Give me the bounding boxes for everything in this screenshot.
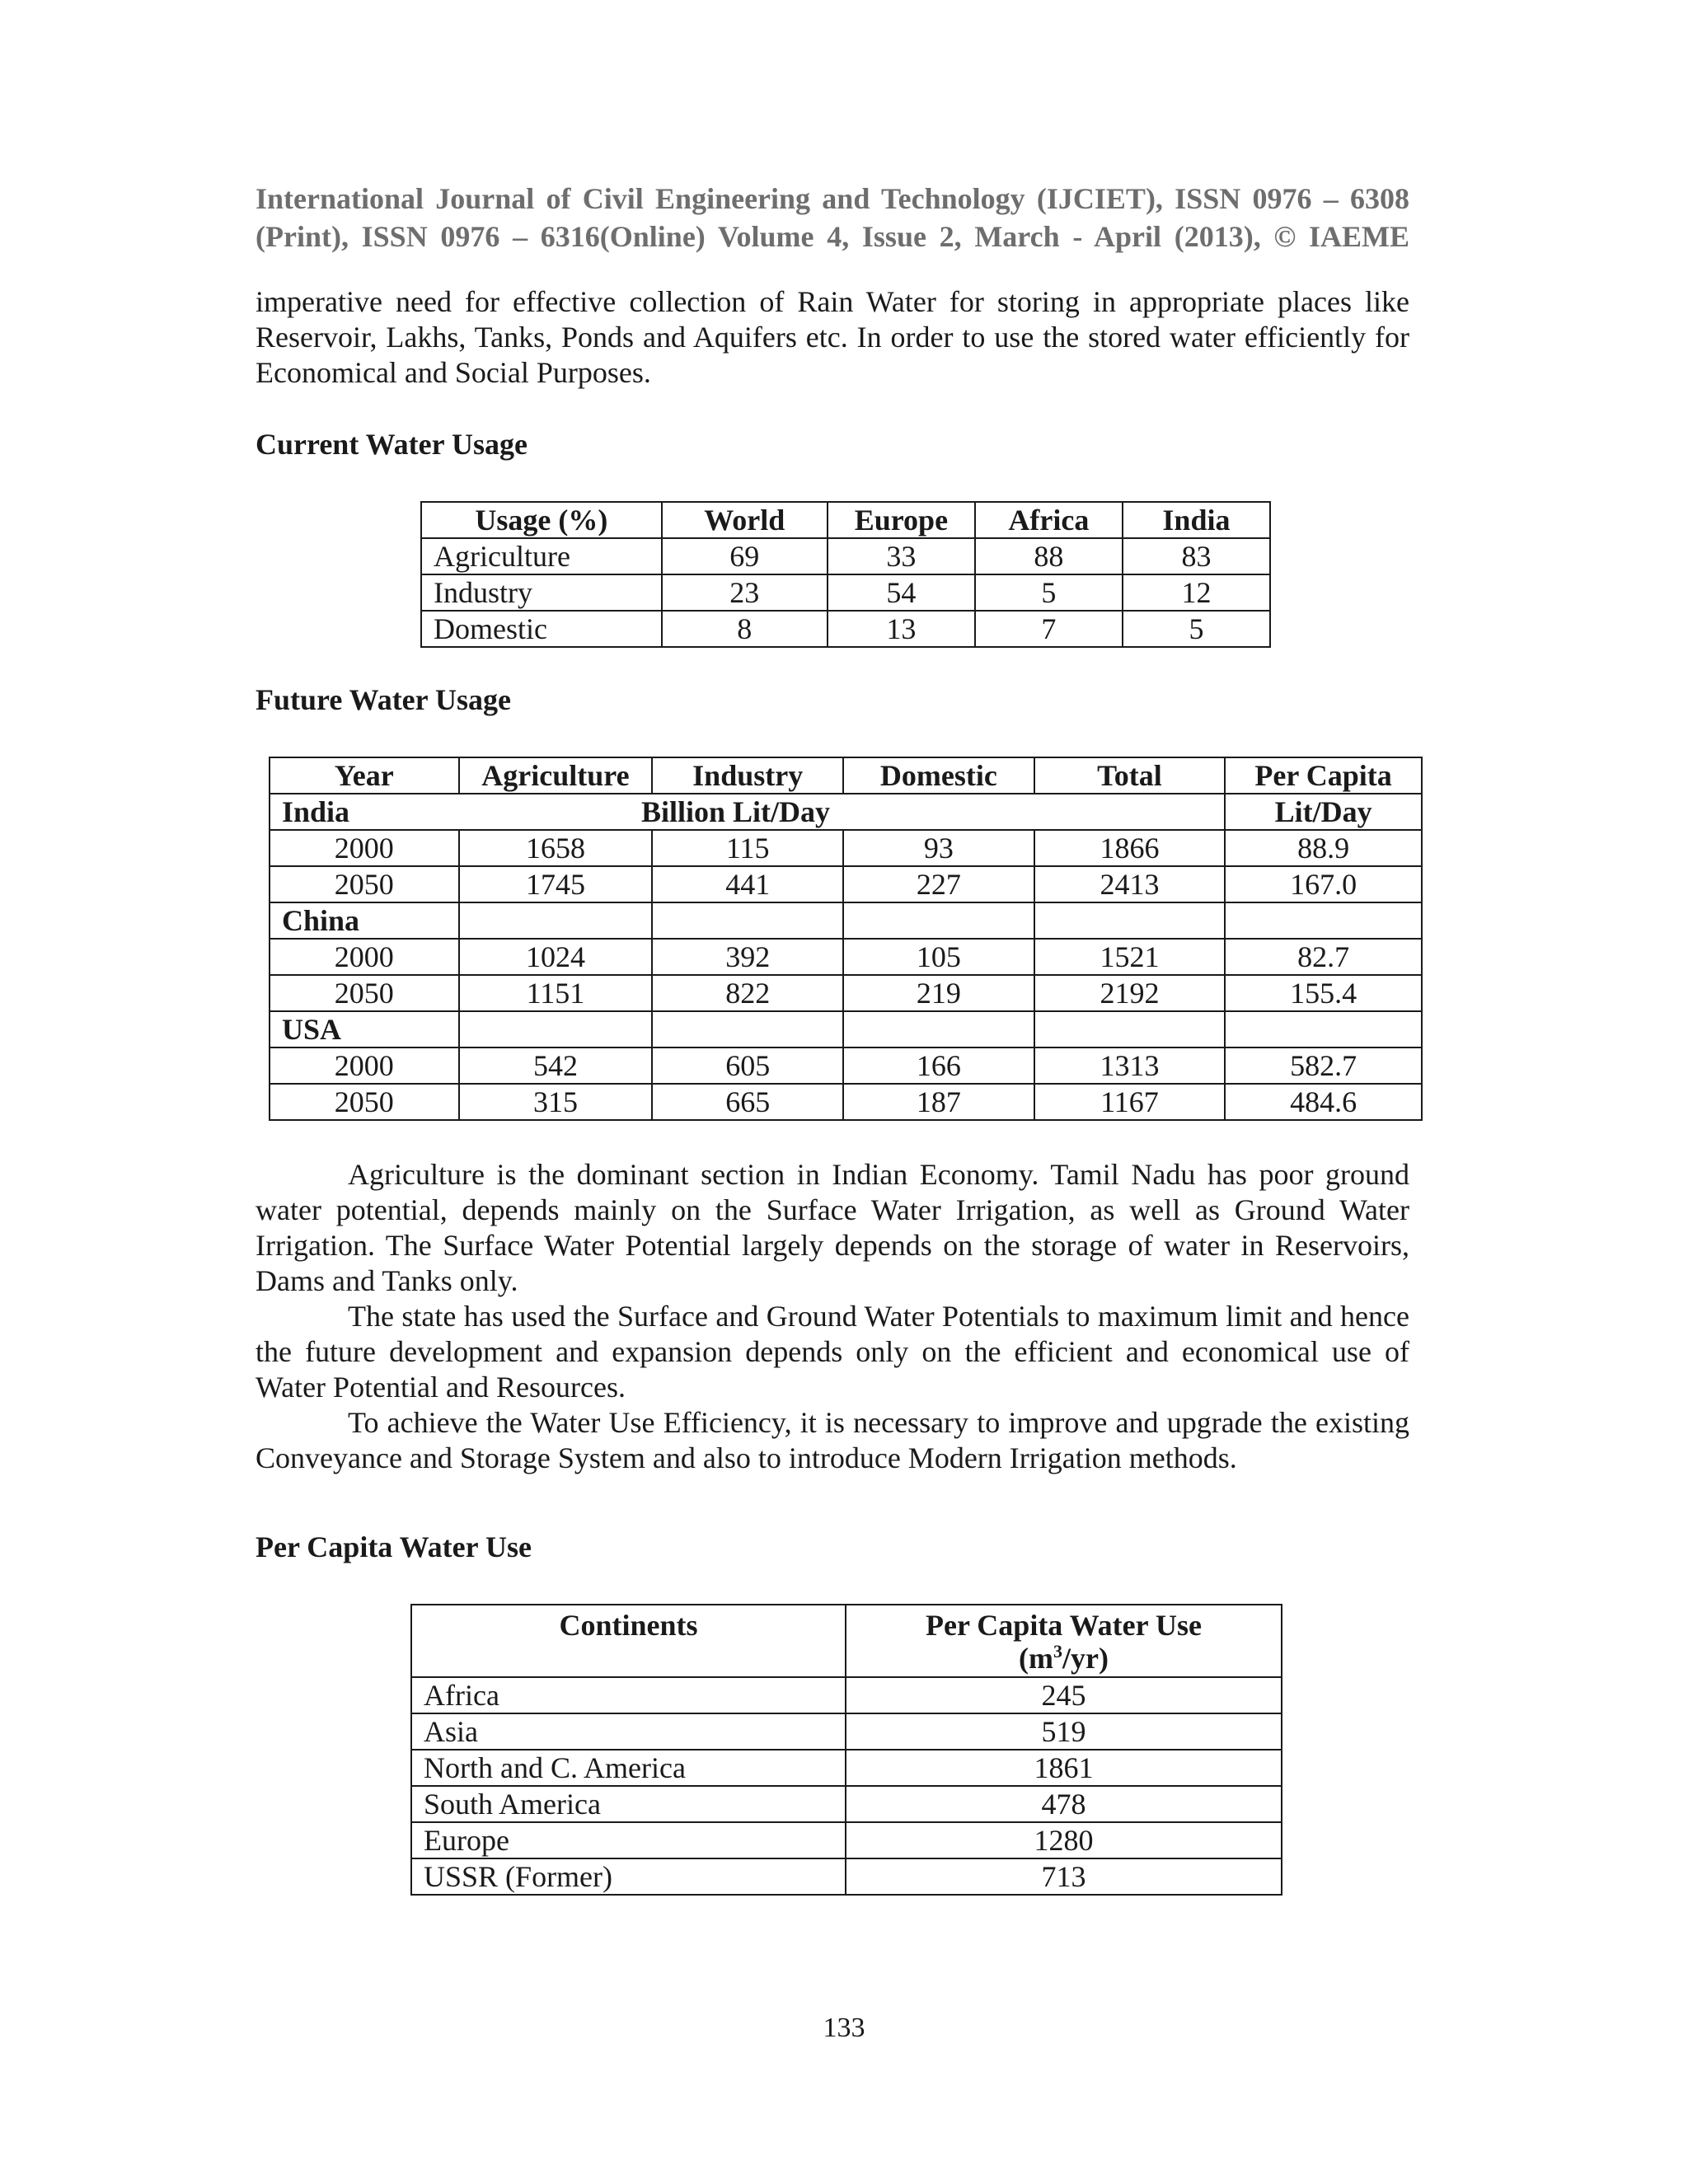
column-header: Continents: [411, 1605, 846, 1677]
table-cell: 33: [828, 538, 975, 574]
table-cell: 1745: [459, 866, 653, 902]
year-cell: 2050: [270, 1084, 459, 1120]
table-cell: 8: [662, 611, 828, 647]
table-cell: 392: [652, 939, 843, 975]
table-cell: 23: [662, 574, 828, 611]
continent-cell: Europe: [411, 1822, 846, 1858]
table-cell: 105: [843, 939, 1034, 975]
table-cell: 1521: [1034, 939, 1225, 975]
continent-cell: Asia: [411, 1713, 846, 1750]
table-cell: 542: [459, 1047, 653, 1084]
table-row: [411, 1677, 1282, 1713]
table-row: [270, 1047, 1422, 1084]
column-header: Industry: [652, 757, 843, 794]
table-cell: 441: [652, 866, 843, 902]
table-cell: 5: [975, 574, 1123, 611]
table-cell: 1313: [1034, 1047, 1225, 1084]
journal-header-line-1: International Journal of Civil Engineering and Technology (IJCIET), ISSN 0976 – 6308: [256, 182, 1409, 215]
table-cell: [843, 902, 1034, 939]
continent-cell: South America: [411, 1786, 846, 1822]
value-cell: 1861: [846, 1750, 1282, 1786]
table-cell: 166: [843, 1047, 1034, 1084]
table-cell: 605: [652, 1047, 843, 1084]
table-cell: [459, 1011, 653, 1047]
table-cell: 7: [975, 611, 1123, 647]
table-row: [411, 1750, 1282, 1786]
table-row: [411, 1822, 1282, 1858]
intro-paragraph: imperative need for effective collection of Rain Water for storing in appropriate places like Reservoir, Lakhs, Tanks, Ponds and Aquifers etc. In order to use the stored water efficiently for Economical and Social Purposes.: [256, 285, 1409, 389]
year-cell: 2000: [270, 1047, 459, 1084]
table-cell: [843, 1011, 1034, 1047]
table-row: [421, 611, 1270, 647]
table-row: [411, 1858, 1282, 1895]
body-text: [256, 1157, 1409, 1476]
column-header: World: [662, 502, 828, 538]
body-paragraph: To achieve the Water Use Efficiency, it is necessary to improve and upgrade the existing Conveyance and Storage System and also to introduce Modern Irrigation methods.: [256, 1406, 1409, 1474]
country-label: China: [270, 902, 459, 939]
country-label: India: [282, 795, 350, 828]
continent-cell: USSR (Former): [411, 1858, 846, 1895]
table-cell: [1225, 902, 1422, 939]
unit-label: Billion Lit/Day: [641, 795, 831, 828]
table-cell: [459, 902, 653, 939]
column-header: [846, 1605, 1282, 1677]
value-cell: 478: [846, 1786, 1282, 1822]
column-header-line: Per Capita Water Use: [926, 1609, 1202, 1642]
table-cell: [1034, 902, 1225, 939]
table-cell: 1151: [459, 975, 653, 1011]
per-capita-table: [410, 1604, 1282, 1896]
future-usage-heading: Future Water Usage: [256, 683, 511, 716]
continent-cell: North and C. America: [411, 1750, 846, 1786]
india-unit-cell: [270, 794, 1225, 830]
table-cell: 227: [843, 866, 1034, 902]
table-row: [270, 830, 1422, 866]
country-label: USA: [270, 1011, 459, 1047]
table-cell: [652, 902, 843, 939]
year-cell: 2050: [270, 866, 459, 902]
row-label: Agriculture: [421, 538, 662, 574]
year-cell: 2050: [270, 975, 459, 1011]
table-cell: 582.7: [1225, 1047, 1422, 1084]
table-cell: 822: [652, 975, 843, 1011]
table-row: [421, 574, 1270, 611]
table-row: [411, 1713, 1282, 1750]
continent-cell: Africa: [411, 1677, 846, 1713]
table-cell: 315: [459, 1084, 653, 1120]
table-cell: 69: [662, 538, 828, 574]
value-cell: 1280: [846, 1822, 1282, 1858]
table-cell: 167.0: [1225, 866, 1422, 902]
column-header: Total: [1034, 757, 1225, 794]
table-header-row: [421, 502, 1270, 538]
page-number: 133: [823, 2013, 865, 2043]
country-row: [270, 1011, 1422, 1047]
table-cell: 2192: [1034, 975, 1225, 1011]
unit-suffix: /yr): [1062, 1642, 1109, 1675]
table-cell: 2413: [1034, 866, 1225, 902]
table-cell: 54: [828, 574, 975, 611]
table-cell: 82.7: [1225, 939, 1422, 975]
table-cell: 484.6: [1225, 1084, 1422, 1120]
table-cell: 1024: [459, 939, 653, 975]
table-row: [270, 939, 1422, 975]
table-header-row: [270, 757, 1422, 794]
table-cell: 187: [843, 1084, 1034, 1120]
table-cell: 12: [1123, 574, 1270, 611]
table-row: [411, 1786, 1282, 1822]
column-header: Usage (%): [421, 502, 662, 538]
table-cell: 219: [843, 975, 1034, 1011]
year-cell: 2000: [270, 939, 459, 975]
column-header: Europe: [828, 502, 975, 538]
column-header: Domestic: [843, 757, 1034, 794]
table-cell: 1866: [1034, 830, 1225, 866]
journal-header-line-2: (Print), ISSN 0976 – 6316(Online) Volume 4, Issue 2, March - April (2013), © IAEME: [256, 220, 1409, 253]
table-cell: [652, 1011, 843, 1047]
journal-header: [256, 180, 1409, 255]
body-paragraph: The state has used the Surface and Ground Water Potentials to maximum limit and hence the future development and expansion depends only on the efficient and economical use of Water Potential and Resources.: [256, 1300, 1409, 1404]
table-cell: 88: [975, 538, 1123, 574]
table-row: [270, 866, 1422, 902]
table-cell: 88.9: [1225, 830, 1422, 866]
table-row: [270, 1084, 1422, 1120]
current-usage-heading: Current Water Usage: [256, 428, 528, 461]
table-cell: 1658: [459, 830, 653, 866]
value-cell: 519: [846, 1713, 1282, 1750]
unit-row: [270, 794, 1422, 830]
column-header: Per Capita: [1225, 757, 1422, 794]
table-header-row: [411, 1605, 1282, 1677]
future-usage-table: [269, 757, 1423, 1121]
value-cell: 713: [846, 1858, 1282, 1895]
table-cell: 665: [652, 1084, 843, 1120]
year-cell: 2000: [270, 830, 459, 866]
unit-superscript: 3: [1053, 1641, 1062, 1661]
country-row: [270, 902, 1422, 939]
table-row: [270, 975, 1422, 1011]
table-row: [421, 538, 1270, 574]
table-cell: 5: [1123, 611, 1270, 647]
table-cell: 93: [843, 830, 1034, 866]
column-header: Year: [270, 757, 459, 794]
body-paragraph: Agriculture is the dominant section in Indian Economy. Tamil Nadu has poor ground water potential, depends mainly on the Surface Water Irrigation, as well as Ground Water Irrigation. The Surface Water Potential largely depends on the storage of water in Reservoirs, Dams and Tanks only.: [256, 1158, 1409, 1297]
unit-prefix: (m: [1019, 1642, 1053, 1675]
column-header: Agriculture: [459, 757, 653, 794]
table-cell: [1225, 1011, 1422, 1047]
table-cell: 13: [828, 611, 975, 647]
value-cell: 245: [846, 1677, 1282, 1713]
table-cell: 155.4: [1225, 975, 1422, 1011]
row-label: Domestic: [421, 611, 662, 647]
table-cell: 83: [1123, 538, 1270, 574]
table-cell: 1167: [1034, 1084, 1225, 1120]
table-cell: [1034, 1011, 1225, 1047]
per-capita-heading: Per Capita Water Use: [256, 1530, 532, 1563]
table-cell: 115: [652, 830, 843, 866]
current-usage-table: [420, 501, 1271, 648]
column-header: India: [1123, 502, 1270, 538]
unit-label: Lit/Day: [1225, 794, 1422, 830]
row-label: Industry: [421, 574, 662, 611]
column-header: Africa: [975, 502, 1123, 538]
